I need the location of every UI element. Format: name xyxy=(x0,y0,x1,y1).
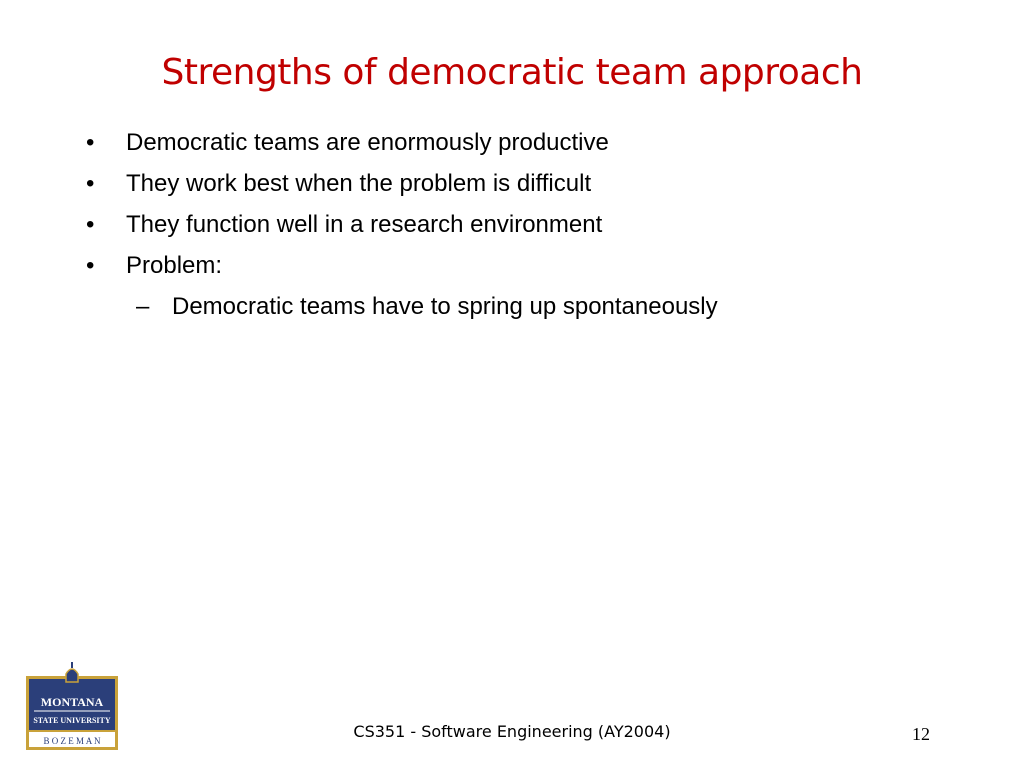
bullet-text: They work best when the problem is difficult xyxy=(126,170,592,197)
cupola-icon xyxy=(66,669,78,682)
sub-bullet-marker: – xyxy=(136,293,150,320)
logo-line3: B O Z E M A N xyxy=(43,736,101,746)
logo-line2: STATE UNIVERSITY xyxy=(33,716,111,725)
bullet-marker: • xyxy=(86,129,95,156)
slide-footer: CS351 - Software Engineering (AY2004) xyxy=(353,722,671,741)
bullet-text: Democratic teams are enormously productive xyxy=(126,129,609,156)
bullet-marker: • xyxy=(86,170,95,197)
bullet-text: Problem: xyxy=(126,252,223,279)
slide-title: Strengths of democratic team approach xyxy=(161,52,863,93)
sub-bullet-text: Democratic teams have to spring up spontaneously xyxy=(172,293,718,320)
bullet-marker: • xyxy=(86,252,95,279)
bullet-marker: • xyxy=(86,211,95,238)
bullet-text: They function well in a research environment xyxy=(126,211,603,238)
page-number: 12 xyxy=(912,724,930,744)
logo-line1: MONTANA xyxy=(40,695,104,709)
